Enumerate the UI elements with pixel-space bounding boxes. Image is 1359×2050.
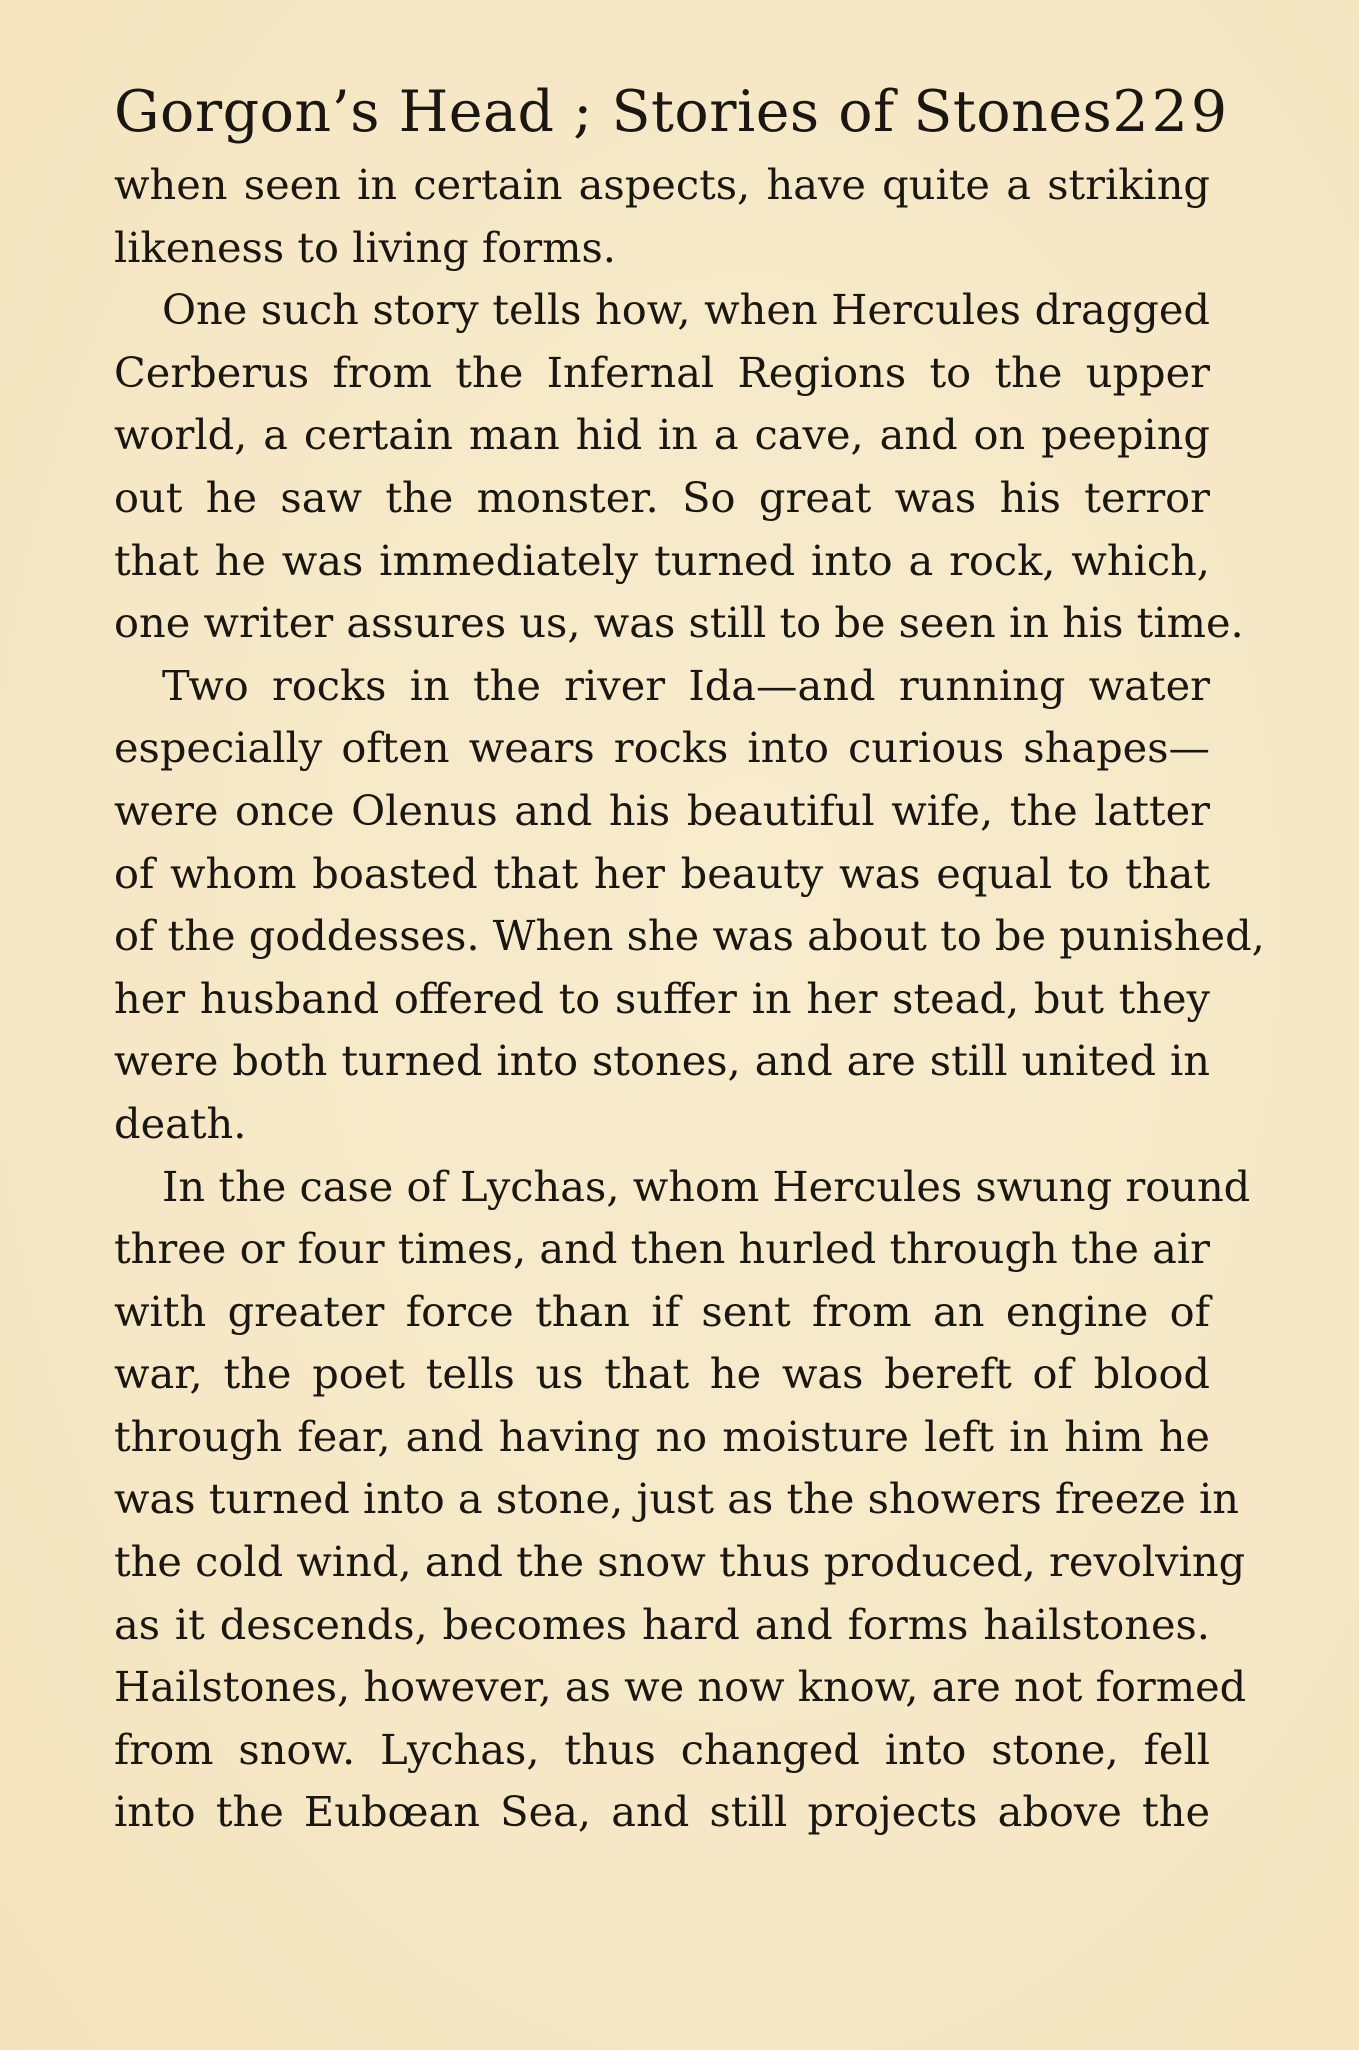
text-line: was turned into a stone, just as the showers freeze in — [114, 1474, 1239, 1524]
text-line: death. — [114, 1098, 247, 1148]
paragraph — [114, 1156, 1251, 1845]
running-head — [114, 70, 1231, 154]
text-line: through fear, and having no moisture left in him he — [114, 1411, 1210, 1461]
text-line: from snow. Lychas, thus changed into stone, fell — [114, 1724, 1210, 1774]
text-line: her husband offered to suffer in her stead, but they — [114, 973, 1210, 1023]
paragraph — [114, 655, 1265, 1156]
text-line: one writer assures us, was still to be seen in his time. — [114, 598, 1244, 648]
text-line: were once Olenus and his beautiful wife, the latter — [114, 785, 1210, 835]
text-line: Cerberus from the Infernal Regions to the upper — [114, 347, 1210, 397]
book-page — [114, 70, 1265, 1844]
text-line: Hailstones, however, as we now know, are not formed — [114, 1662, 1247, 1712]
text-line: as it descends, becomes hard and forms hailstones. — [114, 1599, 1210, 1649]
text-line: when seen in certain aspects, have quite a striking — [114, 160, 1210, 209]
body-text — [114, 154, 1265, 1844]
paragraph — [114, 279, 1244, 655]
text-line: In the case of Lychas, whom Hercules swung round — [162, 1161, 1251, 1211]
text-line: of whom boasted that her beauty was equal to that — [114, 848, 1210, 898]
text-line: were both turned into stones, and are still united in — [114, 1036, 1210, 1086]
paragraph — [114, 154, 1210, 279]
text-line: that he was immediately turned into a rock, which, — [114, 535, 1210, 585]
text-line: of the goddesses. When she was about to be punished, — [114, 911, 1265, 961]
text-line: with greater force than if sent from an engine of — [114, 1286, 1210, 1336]
text-line: Two rocks in the river Ida—and running water — [162, 660, 1210, 710]
page-number: 229 — [1112, 79, 1231, 145]
text-line: war, the poet tells us that he was bereft of blood — [114, 1349, 1210, 1399]
text-line: three or four times, and then hurled through the air — [114, 1224, 1210, 1274]
text-line: especially often wears rocks into curious shapes— — [114, 723, 1210, 773]
text-line: out he saw the monster. So great was his terror — [114, 472, 1210, 522]
running-title: Gorgon’s Head ; Stories of Stones — [114, 79, 1113, 145]
text-line: One such story tells how, when Hercules dragged — [162, 285, 1210, 335]
text-line: into the Eubœan Sea, and still projects above the — [114, 1787, 1210, 1837]
text-line: likeness to living forms. — [114, 222, 616, 272]
text-line: the cold wind, and the snow thus produced, revolving — [114, 1537, 1246, 1587]
text-line: world, a certain man hid in a cave, and on peeping — [114, 410, 1210, 460]
